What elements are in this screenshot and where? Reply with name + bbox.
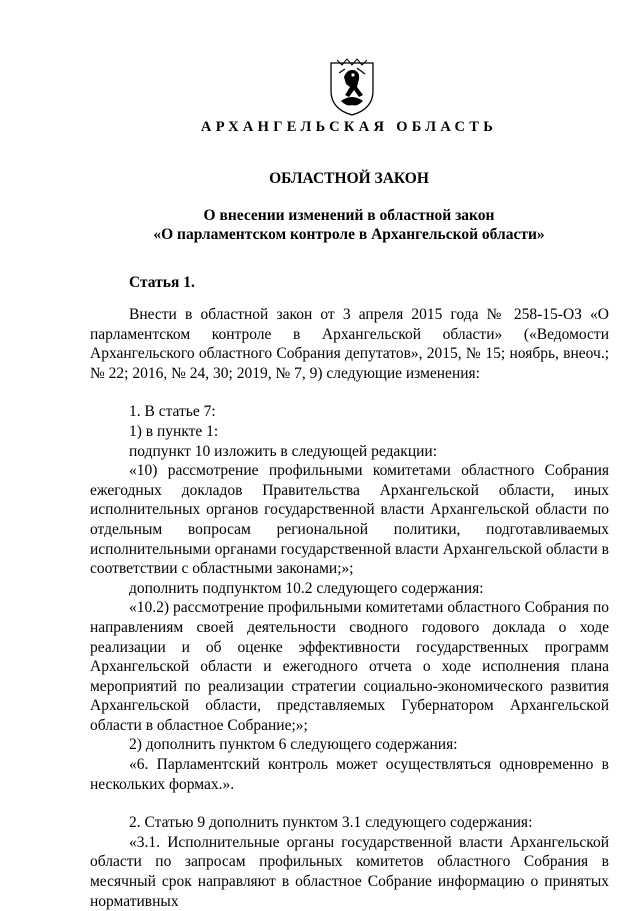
paragraph-article-9-intro: 2. Статью 9 дополнить пунктом 3.1 следующего содержания: [129, 814, 533, 832]
paragraph-item-6-text: «6. Парламентский контроль может осуществляться одновременно в нескольких формах.». [90, 756, 609, 793]
paragraph-subpoint-10-text: «10) рассмотрение профильными комитетами областного Собрания ежегодных докладов Правительства Архангельской области, иных исполнительных органов государственной власти Архангельской области по отдельным вопросам региональной политики, подготавливаемых исполнительными органами государственной власти Архангельской области в соответствии с областными законами;»; [90, 462, 609, 578]
paragraph-subpoint-10-2-text: «10.2) рассмотрение профильными комитетами областного Собрания по направлениям своей деятельности сводного годового доклада о ходе реализации и об оценке эффективности государственных программ Архангельской области и ежегодного отчета о ходе исполнения плана мероприятий по реализации стратегии социально-экономического развития Архангельской области, представляемых Губернатором Архангельской области в областное Собрание;»; [90, 599, 609, 734]
paragraph-subpoint-10-2-intro: дополнить подпунктом 10.2 следующего содержания: [129, 579, 484, 597]
region-name: АРХАНГЕЛЬСКАЯ ОБЛАСТЬ [200, 119, 498, 135]
law-title-line-2: «О парламентском контроле в Архангельской области» [153, 226, 545, 243]
paragraph-subpoint-10-intro: подпункт 10 изложить в следующей редакции: [129, 442, 438, 460]
paragraph-item-1: 1. В статье 7: [129, 403, 216, 421]
paragraph-item-2-intro: 2) дополнить пунктом 6 следующего содержания: [129, 736, 458, 754]
paragraph-intro: Внести в областной закон от 3 апреля 2015 года № 258-15-ОЗ «О парламентском контроле в Архангельской области» («Ведомости Архангельского областного Собрания депутатов», 2015, № 15; ноябрь, внеоч.; № 22; 2016, № 24, 30; 2019, № 7, 9) следующие изменения: [90, 306, 609, 382]
paragraph-subitem-1: 1) в пункте 1: [129, 422, 219, 440]
law-title-line-1: О внесении изменений в областной закон [203, 207, 495, 224]
law-title [0, 206, 640, 244]
law-type: ОБЛАСТНОЙ ЗАКОН [269, 170, 429, 187]
article-heading: Статья 1. [129, 274, 195, 291]
document-body [90, 305, 609, 911]
paragraph-article-9-3-1-text: «3.1. Исполнительные органы государственной власти Архангельской области по запросам профильных комитетов областного Собрания в месячный срок направляют в областное Собрание информацию о принятых нормативных [90, 833, 609, 910]
coat-of-arms-emblem [327, 57, 377, 117]
